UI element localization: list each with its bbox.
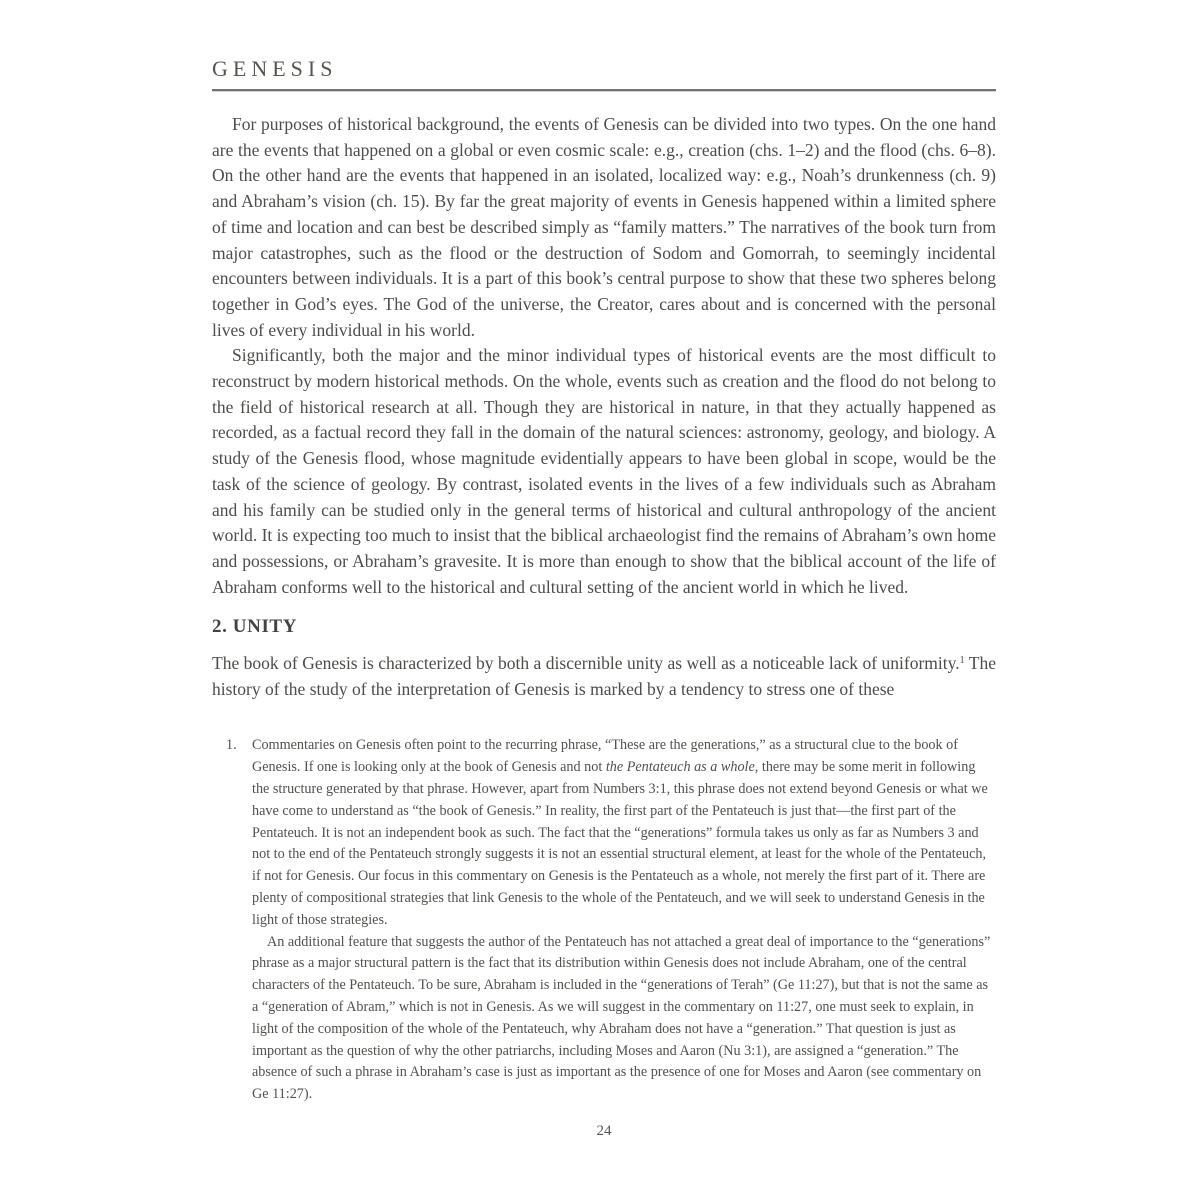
unity-text-after-ref: The history of the study of the interpretation of Genesis is marked by a tendency to stress one of these xyxy=(212,653,996,699)
page-content xyxy=(212,0,996,1140)
page-footer xyxy=(212,1123,996,1140)
footnote-1-italic-phrase: the Pentateuch as a whole xyxy=(605,759,755,776)
body-paragraph-1: For purposes of historical background, the events of Genesis can be divided into two types. On the one hand are the events that happened on a global or even cosmic scale: e.g., creation (chs. 1–2) and the flood (chs. 6–8). On the other hand are the events that happened in an isolated, localized way: e.g., Noah’s drunkenness (ch. 9) and Abraham’s vision (ch. 15). By far the great majority of events in Genesis happened within a limited sphere of time and location and can best be described simply as “family matters.” The narratives of the book turn from major catastrophes, such as the flood or the destruction of Sodom and Gomorrah, to seemingly incidental encounters between individuals. It is a part of this book’s central purpose to show that these two spheres belong together in God’s eyes. The God of the universe, the Creator, cares about and is concerned with the personal lives of every individual in his world. xyxy=(212,114,996,340)
running-head-title: GENESIS xyxy=(212,56,338,81)
footnote-text xyxy=(252,735,996,1106)
section-heading-unity: 2. UNITY xyxy=(212,616,298,638)
body-text xyxy=(212,112,996,702)
body-paragraph-3 xyxy=(212,651,996,702)
header-rule xyxy=(212,89,996,91)
footnote-paragraph-1 xyxy=(252,735,996,931)
footnotes-section xyxy=(212,735,996,1106)
page-header xyxy=(212,56,996,91)
footnote-item-1 xyxy=(212,735,996,1106)
unity-text-before-ref: The book of Genesis is characterized by both a discernible unity as well as a noticeable lack of uniformity. xyxy=(212,653,960,674)
footnote-paragraph-2: An additional feature that suggests the author of the Pentateuch has not attached a great deal of importance to the “generations” phrase as a major structural pattern is the fact that its distribution within Genesis does not include Abraham, one of the central characters of the Pentateuch. To be sure, Abraham is included in the “generations of Terah” (Ge 11:27), but that is not the same as a “generation of Abram,” which is not in Genesis. As we will suggest in the commentary on 11:27, one must seek to explain, in light of the composition of the whole of the Pentateuch, why Abraham does not have a “generation.” That question is just as important as the question of why the other patriarchs, including Moses and Aaron (Nu 3:1), are assigned a “generation.” The absence of such a phrase in Abraham’s case is just as important as the presence of one for Moses and Aaron (see commentary on Ge 11:27). xyxy=(252,933,991,1103)
footnote-reference-1: 1 xyxy=(959,655,965,667)
footnote-number: 1. xyxy=(226,737,237,754)
footnote-1-text-before-italic: Commentaries on Genesis often point to the recurring phrase, “These are the generations,” as a structural clue to the book of Genesis. If one is looking only at the book of Genesis and not xyxy=(252,737,958,776)
body-paragraph-2: Significantly, both the major and the minor individual types of historical events are the most difficult to reconstruct by modern historical methods. On the whole, events such as creation and the flood do not belong to the field of historical research at all. Though they are historical in nature, in that they actually happened as recorded, as a factual record they fall in the domain of the natural sciences: astronomy, geology, and biology. A study of the Genesis flood, whose magnitude evidentially appears to have been global in scope, would be the task of the science of geology. By contrast, isolated events in the lives of a few individuals such as Abraham and his family can be studied only in the general terms of historical and cultural anthropology of the ancient world. It is expecting too much to insist that the biblical archaeologist find the remains of Abraham’s own home and possessions, or Abraham’s gravesite. It is more than enough to show that the biblical account of the life of Abraham conforms well to the historical and cultural setting of the ancient world in which he lived. xyxy=(212,345,996,597)
page-number: 24 xyxy=(596,1123,612,1140)
footnote-1-text-after-italic: , there may be some merit in following the structure generated by that phrase. However, apart from Numbers 3:1, this phrase does not extend beyond Genesis or what we have come to understand as “the book of Genesis.” In reality, the first part of the Pentateuch is just that—the first part of the Pentateuch. It is not an independent book as such. The fact that the “generations” formula takes us only as far as Numbers 3 and not to the end of the Pentateuch strongly suggests it is not an essential structural element, at least for the whole of the Pentateuch, if not for Genesis. Our focus in this commentary on Genesis is the Pentateuch as a whole, not merely the first part of it. There are plenty of compositional strategies that link Genesis to the whole of the Pentateuch, and we will seek to understand Genesis in the light of those strategies. xyxy=(252,759,988,928)
